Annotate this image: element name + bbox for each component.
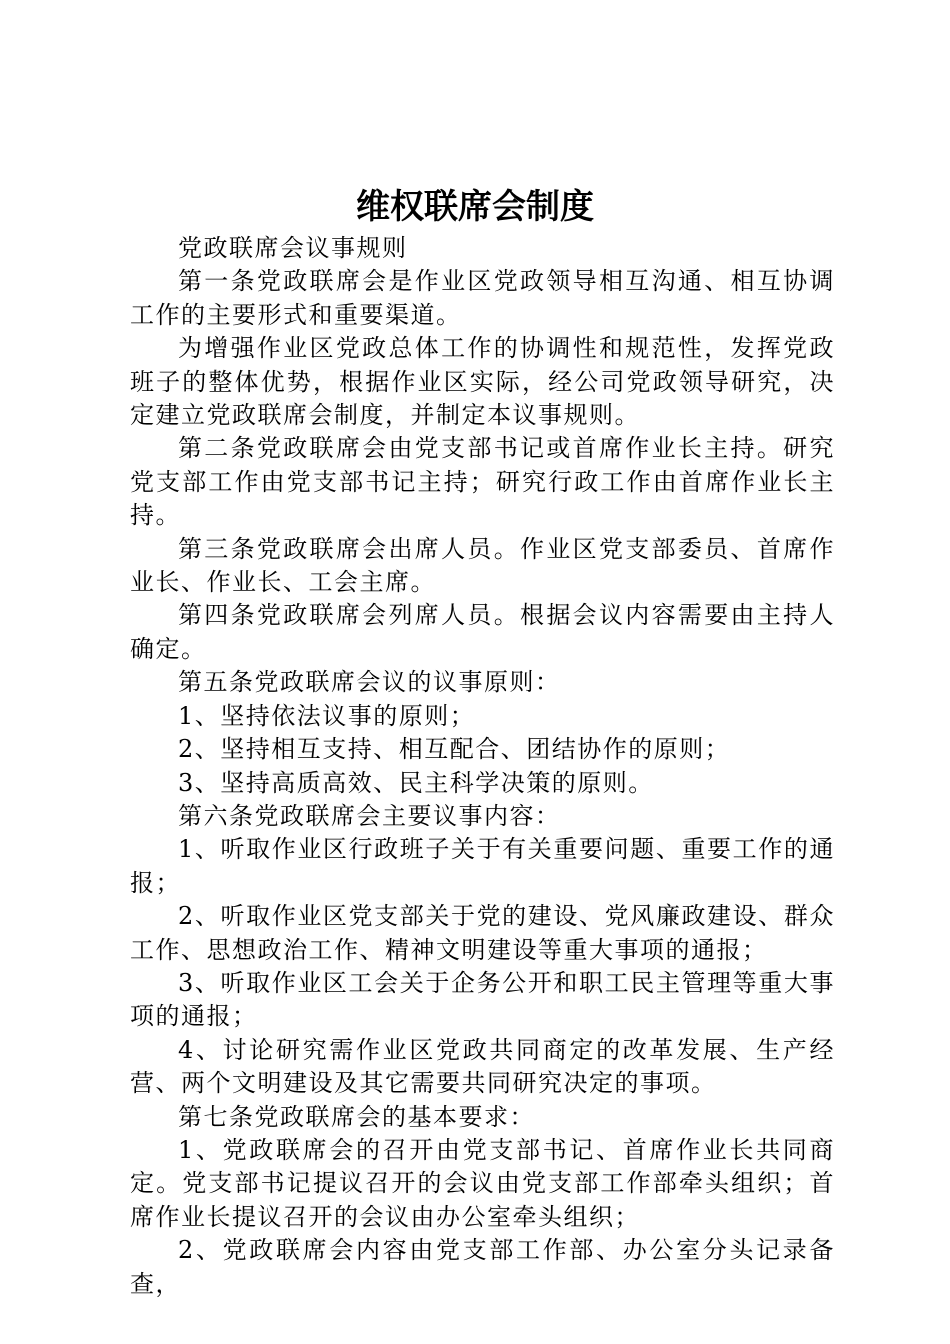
paragraph: 党政联席会议事规则 <box>178 234 408 262</box>
paragraph: 2、党政联席会内容由党支部工作部、办公室分头记录备查， <box>130 1236 835 1298</box>
paragraph: 1、坚持依法议事的原则； <box>178 701 476 730</box>
document-title: 维权联席会制度 <box>356 187 594 227</box>
document-body <box>130 232 835 1301</box>
paragraph: 2、坚持相互支持、相互配合、团结协作的原则； <box>178 735 731 764</box>
paragraph: 3、坚持高质高效、民主科学决策的原则。 <box>178 768 654 797</box>
paragraph: 4、讨论研究需作业区党政共同商定的改革发展、生产经营、两个文明建设及其它需要共同研究决定的事项。 <box>130 1035 835 1098</box>
paragraph: 1、听取作业区行政班子关于有关重要问题、重要工作的通报； <box>130 835 835 897</box>
paragraph: 第四条党政联席会列席人员。根据会议内容需要由主持人确定。 <box>130 601 835 663</box>
paragraph: 第一条党政联席会是作业区党政领导相互沟通、相互协调工作的主要形式和重要渠道。 <box>130 267 835 329</box>
paragraph: 第二条党政联席会由党支部书记或首席作业长主持。研究党支部工作由党支部书记主持；研究行政工作由首席作业长主持。 <box>130 434 835 530</box>
paragraph: 第七条党政联席会的基本要求： <box>178 1102 535 1131</box>
paragraph: 第六条党政联席会主要议事内容： <box>178 801 561 830</box>
paragraph: 1、党政联席会的召开由党支部书记、首席作业长共同商定。党支部书记提议召开的会议由党支部工作部牵头组织；首席作业长提议召开的会议由办公室牵头组织； <box>130 1135 835 1231</box>
paragraph: 2、听取作业区党支部关于党的建设、党风廉政建设、群众工作、思想政治工作、精神文明建设等重大事项的通报； <box>130 902 835 964</box>
paragraph: 为增强作业区党政总体工作的协调性和规范性，发挥党政班子的整体优势，根据作业区实际，经公司党政领导研究，决定建立党政联席会制度，并制定本议事规则。 <box>130 334 835 430</box>
paragraph: 3、听取作业区工会关于企务公开和职工民主管理等重大事项的通报； <box>130 968 835 1031</box>
paragraph: 第三条党政联席会出席人员。作业区党支部委员、首席作业长、作业长、工会主席。 <box>130 534 835 597</box>
paragraph: 第五条党政联席会议的议事原则： <box>178 668 561 697</box>
